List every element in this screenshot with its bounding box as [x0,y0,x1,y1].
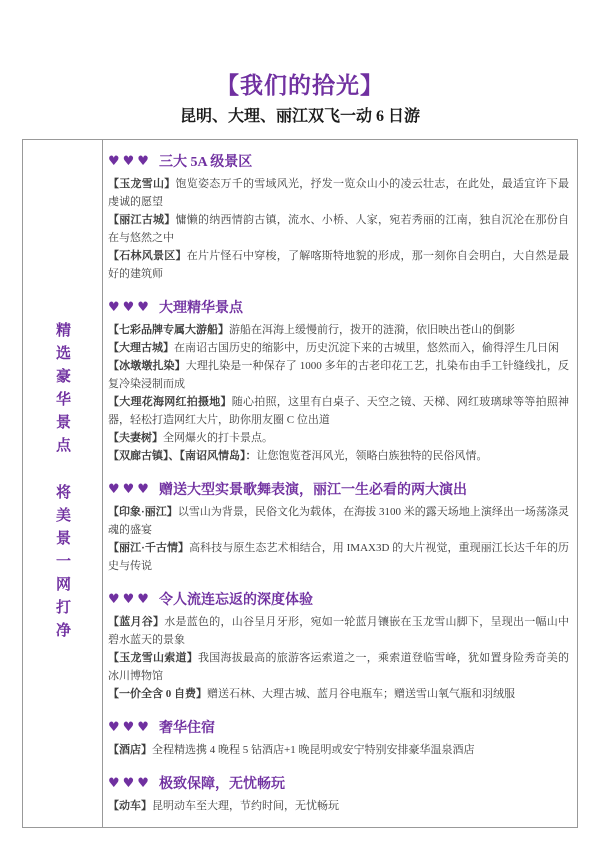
item-label: 【大理古城】 [108,342,174,354]
section-heading-text: 大理精华景点 [158,301,243,316]
section [108,480,569,575]
item-text: 慵懒的纳西情韵古镇，流水、小桥、人家，宛若秀丽的江南，独自沉沦在那份自在与悠然之中 [108,214,569,244]
sidebar-cell [23,140,103,827]
itinerary-item [108,339,569,357]
item-text: 饱览姿态万千的雪域风光，抒发一览众山小的凌云壮志，在此处，最适宜许下最虔诚的愿望 [108,178,569,208]
itinerary-item [108,247,569,283]
item-label: 【蓝月谷】 [108,616,165,628]
item-text: 大理扎染是一种保存了 1000 多年的古老印花工艺，扎染布由手工针缝线扎，反复冷染浸制而成 [108,360,570,390]
itinerary-item [108,393,569,429]
item-text: 我国海拔最高的旅游客运索道之一，乘索道登临雪峰，犹如置身险秀奇美的冰川博物馆 [108,652,569,682]
item-label: 【印象·丽江】 [108,506,178,518]
section-heading-text: 极致保障，无忧畅玩 [158,777,285,792]
hearts-icon: ♥♥♥ [108,720,152,735]
section-heading [108,590,569,611]
item-label: 【丽江古城】 [108,214,176,226]
itinerary-item [108,321,569,339]
section-heading [108,718,569,739]
item-text: 在南诏古国历史的缩影中，历史沉淀下来的古城里，悠然而入，偷得浮生几日闲 [174,342,559,354]
item-label: 【动车】 [108,800,152,812]
hearts-icon: ♥♥♥ [108,592,152,607]
section [108,718,569,759]
page-title: 【我们的拾光】 [216,73,384,98]
section-heading [108,152,569,173]
section-heading-text: 赠送大型实景歌舞表演，丽江一生必看的两大演出 [158,483,467,498]
item-label: 【双廊古镇】、【南诏风情岛】： [108,450,257,462]
item-text: 全网爆火的打卡景点。 [163,432,273,444]
hearts-icon: ♥♥♥ [108,154,152,169]
item-text: 让您饱览苍洱风光，领略白族独特的民俗风情。 [256,450,488,462]
item-text: 随心拍照，这里有白桌子、天空之镜、天梯、网红玻璃球等等拍照神器，轻松打造网红大片，助你朋友圈 C 位出道 [108,396,569,426]
section [108,152,569,283]
section-heading-text: 令人流连忘返的深度体验 [158,593,313,608]
item-label: 【一价全含 0 自费】 [108,688,207,700]
item-text: 在片片怪石中穿梭，了解喀斯特地貌的形成，那一刻你自会明白，大自然是最好的建筑师 [108,250,569,280]
itinerary-item [108,447,569,465]
itinerary-item [108,797,569,815]
item-label: 【酒店】 [108,744,152,756]
item-text: 赠送石林、大理古城、蓝月谷电瓶车；赠送雪山氧气瓶和羽绒服 [207,688,515,700]
hearts-icon: ♥♥♥ [108,776,152,791]
itinerary-item [108,211,569,247]
item-text: 昆明动车至大理，节约时间，无忧畅玩 [152,800,339,812]
section [108,590,569,703]
item-label: 【大理花海网红拍摄地】 [108,396,232,408]
item-text: 以雪山为背景，民俗文化为载体，在海拔 3100 米的露天场地上演绎出一场荡涤灵魂的盛宴 [108,506,569,536]
sidebar-vertical-text: 精选豪华景点 将美景一网打净 [54,322,70,645]
itinerary-item [108,539,569,575]
item-label: 【玉龙雪山索道】 [108,652,198,664]
section [108,774,569,815]
item-text: 全程精选携 4 晚程 5 钻酒店+1 晚昆明或安宁特别安排豪华温泉酒店 [152,744,475,756]
itinerary-item [108,175,569,211]
itinerary-item [108,503,569,539]
section-heading [108,298,569,319]
section [108,298,569,465]
itinerary-item [108,649,569,685]
item-label: 【玉龙雪山】 [108,178,176,190]
content-cell [103,140,577,827]
itinerary-item [108,741,569,759]
itinerary-item [108,357,569,393]
item-text: 游船在洱海上缓慢前行，拨开的涟漪，依旧映出苍山的倒影 [229,324,515,336]
item-label: 【丽江·千古情】 [108,542,190,554]
item-label: 【夫妻树】 [108,432,163,444]
itinerary-item [108,685,569,703]
item-text: 水是蓝色的，山谷呈月牙形，宛如一轮蓝月镶嵌在玉龙雪山脚下，呈现出一幅山中碧水蓝天的景象 [108,616,569,646]
hearts-icon: ♥♥♥ [108,482,152,497]
section-heading [108,480,569,501]
itinerary-item [108,613,569,649]
item-text: 高科技与原生态艺术相结合，用 IMAX3D 的大片视觉，重现丽江长达千年的历史与传说 [108,542,569,572]
section-heading-text: 奢华住宿 [158,721,215,736]
item-label: 【石林风景区】 [108,250,187,262]
section-heading [108,774,569,795]
itinerary-table [22,139,578,828]
page-subtitle: 昆明、大理、丽江双飞一动 6 日游 [179,108,420,125]
section-heading-text: 三大 5A 级景区 [158,155,253,170]
hearts-icon: ♥♥♥ [108,300,152,315]
item-label: 【七彩品牌专属大游船】 [108,324,229,336]
item-label: 【冰墩墩扎染】 [108,360,186,372]
itinerary-item [108,429,569,447]
